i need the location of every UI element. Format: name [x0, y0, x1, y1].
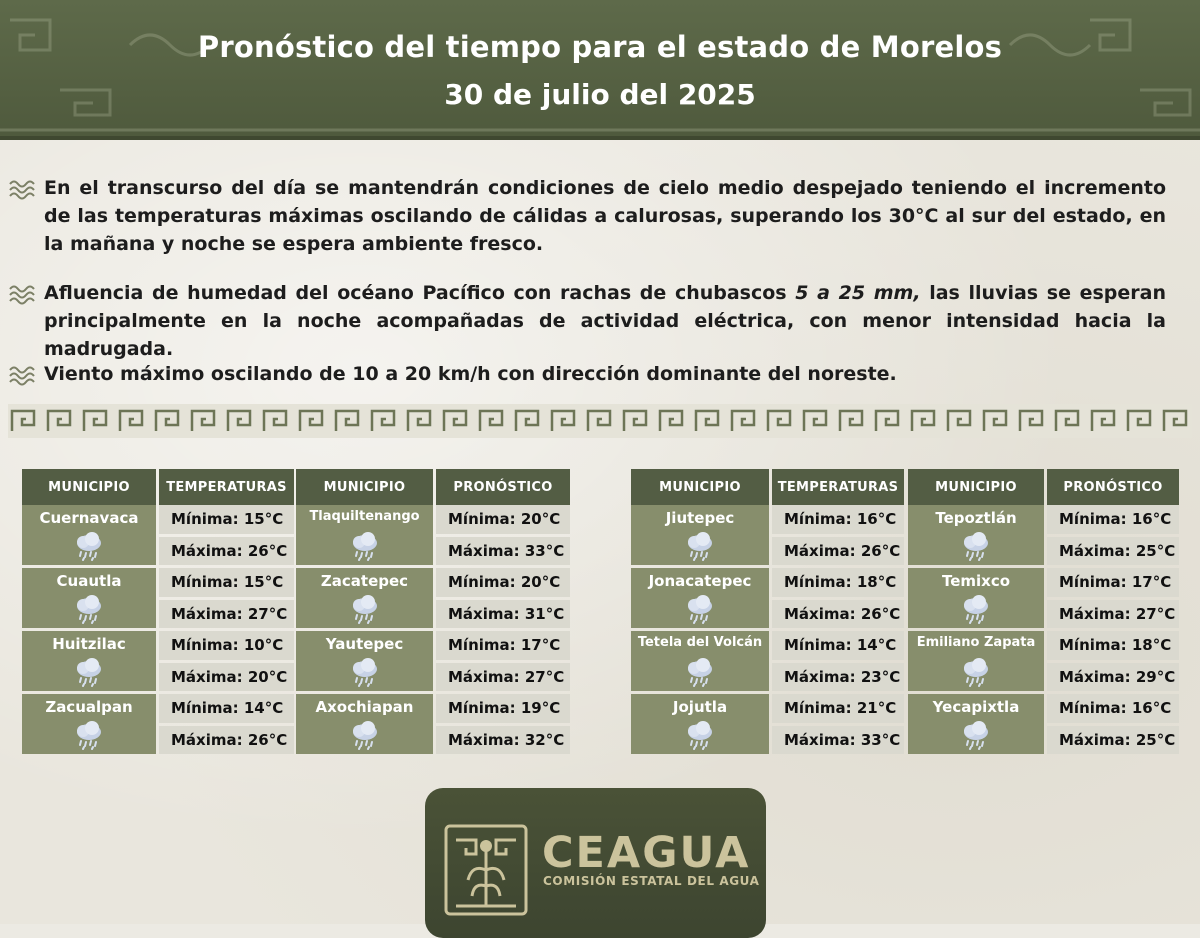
min-temperature: Mínima: 10°C	[159, 631, 294, 660]
page-title: Pronóstico del tiempo para el estado de Morelos	[197, 30, 1003, 64]
min-temperature: Mínima: 14°C	[772, 631, 904, 660]
max-temperature: Máxima: 26°C	[159, 537, 294, 566]
rain-cloud-icon	[72, 531, 106, 561]
column-header-municipio: MUNICIPIO	[22, 469, 156, 505]
column-header-temperaturas: TEMPERATURAS	[159, 469, 294, 505]
max-temperature: Máxima: 32°C	[436, 726, 570, 755]
municipio-name: Cuernavaca	[39, 509, 139, 527]
max-temperature: Máxima: 27°C	[436, 663, 570, 692]
municipio-cell	[22, 505, 156, 565]
max-temperature: Máxima: 31°C	[436, 600, 570, 629]
municipio-name: Tepoztlán	[935, 509, 1017, 527]
max-temperature: Máxima: 33°C	[772, 726, 904, 755]
max-temperature: Máxima: 33°C	[436, 537, 570, 566]
column-header-pronostico: PRONÓSTICO	[1047, 469, 1179, 505]
max-temperature: Máxima: 25°C	[1047, 537, 1179, 566]
municipio-cell	[631, 568, 769, 628]
municipio-name: Yautepec	[325, 635, 404, 653]
brand-name: CEAGUA	[542, 828, 751, 878]
min-temperature: Mínima: 20°C	[436, 568, 570, 597]
min-temperature: Mínima: 17°C	[1047, 568, 1179, 597]
municipio-cell	[631, 631, 769, 691]
municipio-name: Jojutla	[672, 698, 728, 716]
min-temperature: Mínima: 20°C	[436, 505, 570, 534]
paragraph-humidity-part-c: las lluvias se esperan principalmente en la noche acompañadas de actividad eléctrica, con menor intensidad hacia la madrugada.	[44, 282, 1167, 360]
min-temperature: Mínima: 21°C	[772, 694, 904, 723]
column-header-municipio: MUNICIPIO	[908, 469, 1044, 505]
rain-cloud-icon	[959, 594, 993, 624]
column-header-municipio: MUNICIPIO	[631, 469, 769, 505]
municipio-name: Emiliano Zapata	[916, 635, 1036, 650]
municipio-name: Axochiapan	[315, 698, 414, 716]
wave-bullet-icon	[8, 178, 36, 200]
municipio-cell	[908, 694, 1044, 754]
municipio-cell	[296, 631, 433, 691]
rain-cloud-icon	[348, 594, 382, 624]
max-temperature: Máxima: 27°C	[1047, 600, 1179, 629]
municipio-cell	[631, 694, 769, 754]
brand-subtitle: COMISIÓN ESTATAL DEL AGUA	[543, 874, 760, 888]
header-banner	[0, 0, 1200, 140]
min-temperature: Mínima: 18°C	[772, 568, 904, 597]
rain-cloud-icon	[683, 531, 717, 561]
municipio-name: Tetela del Volcán	[637, 635, 763, 650]
rain-cloud-icon	[72, 657, 106, 687]
paragraph-humidity-part-a: Afluencia de humedad del océano Pacífico con rachas de chubascos	[44, 282, 796, 304]
column-header-pronostico: PRONÓSTICO	[436, 469, 570, 505]
min-temperature: Mínima: 15°C	[159, 568, 294, 597]
municipio-cell	[22, 694, 156, 754]
rain-cloud-icon	[72, 594, 106, 624]
max-temperature: Máxima: 25°C	[1047, 726, 1179, 755]
paragraph-humidity	[44, 279, 1166, 363]
column-header-municipio: MUNICIPIO	[296, 469, 433, 505]
municipio-name: Zacualpan	[45, 698, 133, 716]
rain-cloud-icon	[72, 720, 106, 750]
min-temperature: Mínima: 17°C	[436, 631, 570, 660]
rain-cloud-icon	[348, 720, 382, 750]
municipio-cell	[908, 505, 1044, 565]
municipio-name: Cuautla	[56, 572, 122, 590]
rain-cloud-icon	[959, 720, 993, 750]
municipio-name: Zacatepec	[320, 572, 409, 590]
paragraph-wind: Viento máximo oscilando de 10 a 20 km/h con dirección dominante del noreste.	[44, 363, 897, 385]
rain-cloud-icon	[348, 531, 382, 561]
municipio-name: Tlaquiltenango	[309, 509, 420, 524]
min-temperature: Mínima: 19°C	[436, 694, 570, 723]
municipio-cell	[296, 568, 433, 628]
max-temperature: Máxima: 26°C	[772, 600, 904, 629]
header-pattern-decoration	[0, 0, 1200, 140]
forecast-date: 30 de julio del 2025	[444, 78, 756, 111]
min-temperature: Mínima: 18°C	[1047, 631, 1179, 660]
rain-cloud-icon	[683, 657, 717, 687]
max-temperature: Máxima: 20°C	[159, 663, 294, 692]
municipio-name: Jonacatepec	[648, 572, 752, 590]
municipio-name: Yecapixtla	[932, 698, 1020, 716]
municipio-cell	[22, 568, 156, 628]
municipio-cell	[908, 631, 1044, 691]
decorative-border-band	[8, 404, 1192, 438]
min-temperature: Mínima: 15°C	[159, 505, 294, 534]
rain-amount: 5 a 25 mm,	[795, 282, 921, 304]
max-temperature: Máxima: 26°C	[772, 537, 904, 566]
municipio-name: Jiutepec	[665, 509, 735, 527]
wave-bullet-icon	[8, 364, 36, 386]
municipio-cell	[296, 505, 433, 565]
rain-cloud-icon	[959, 531, 993, 561]
max-temperature: Máxima: 26°C	[159, 726, 294, 755]
municipio-name: Huitzilac	[52, 635, 126, 653]
min-temperature: Mínima: 16°C	[772, 505, 904, 534]
ceagua-emblem-icon	[440, 820, 532, 920]
column-header-temperaturas: TEMPERATURAS	[772, 469, 904, 505]
max-temperature: Máxima: 23°C	[772, 663, 904, 692]
municipio-cell	[908, 568, 1044, 628]
rain-cloud-icon	[959, 657, 993, 687]
min-temperature: Mínima: 16°C	[1047, 694, 1179, 723]
municipio-name: Temixco	[941, 572, 1011, 590]
municipio-cell	[631, 505, 769, 565]
municipio-cell	[296, 694, 433, 754]
rain-cloud-icon	[683, 720, 717, 750]
min-temperature: Mínima: 16°C	[1047, 505, 1179, 534]
rain-cloud-icon	[348, 657, 382, 687]
municipio-cell	[22, 631, 156, 691]
paragraph-conditions: En el transcurso del día se mantendrán condiciones de cielo medio despejado teniendo el incremento de las temperaturas máximas oscilando de cálidas a calurosas, superando los 30°C al sur del estado, en la mañana y noche se espera ambiente fresco.	[44, 177, 1166, 255]
max-temperature: Máxima: 27°C	[159, 600, 294, 629]
max-temperature: Máxima: 29°C	[1047, 663, 1179, 692]
min-temperature: Mínima: 14°C	[159, 694, 294, 723]
wave-bullet-icon	[8, 283, 36, 305]
rain-cloud-icon	[683, 594, 717, 624]
